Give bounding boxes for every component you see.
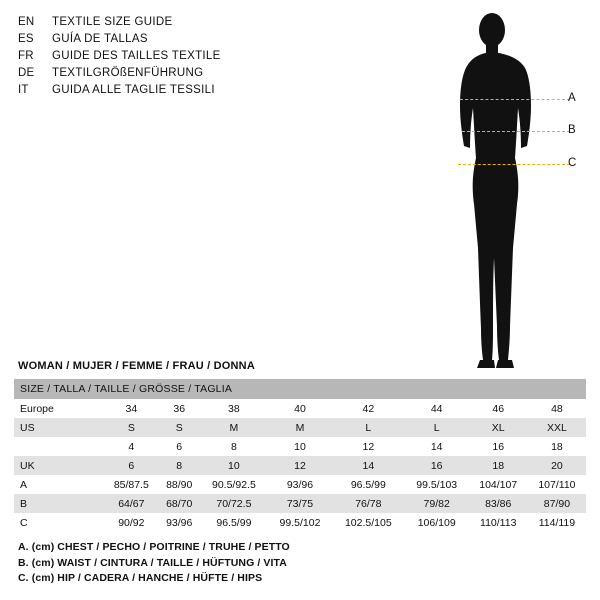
cell: 99.5/102: [268, 513, 332, 532]
cell: 18: [469, 456, 528, 475]
table-row: [14, 513, 586, 532]
title-text-es: GUÍA DE TALLAS: [52, 33, 148, 45]
cell: 10: [200, 456, 268, 475]
measure-line-c: [458, 164, 570, 165]
cell: 76/78: [332, 494, 405, 513]
cell: 73/75: [268, 494, 332, 513]
row-label-us-numeric: [14, 437, 104, 456]
cell: 34: [104, 399, 159, 418]
cell: 4: [104, 437, 159, 456]
row-label-us: US: [14, 418, 104, 437]
cell: 14: [405, 437, 469, 456]
table-row: [14, 456, 586, 475]
table-row: [14, 418, 586, 437]
cell: 96.5/99: [332, 475, 405, 494]
language-code-fr: FR: [18, 50, 34, 62]
cell: M: [268, 418, 332, 437]
cell: 104/107: [469, 475, 528, 494]
cell: 20: [528, 456, 586, 475]
cell: 8: [159, 456, 200, 475]
measure-label-a: A: [568, 92, 576, 104]
cell: 93/96: [268, 475, 332, 494]
title-text-en: TEXTILE SIZE GUIDE: [52, 16, 173, 28]
measure-line-b: [462, 131, 570, 132]
row-label-b: B: [14, 494, 104, 513]
table-row: [14, 437, 586, 456]
cell: 38: [200, 399, 268, 418]
row-label-a: A: [14, 475, 104, 494]
language-code-en: EN: [18, 16, 35, 28]
cell: 36: [159, 399, 200, 418]
legend-item-a: A. (cm) CHEST / PECHO / POITRINE / TRUHE / PETTO: [18, 541, 290, 553]
cell: S: [104, 418, 159, 437]
table-header-label: SIZE / TALLA / TAILLE / GRÖSSE / TAGLIA: [14, 379, 586, 399]
female-silhouette-figure: [430, 8, 580, 373]
cell: 16: [405, 456, 469, 475]
legend-item-c: C. (cm) HIP / CADERA / HANCHE / HÜFTE / HIPS: [18, 572, 263, 584]
title-text-it: GUIDA ALLE TAGLIE TESSILI: [52, 84, 215, 96]
legend-item-b: B. (cm) WAIST / CINTURA / TAILLE / HÜFTUNG / VITA: [18, 556, 287, 569]
cell: 107/110: [528, 475, 586, 494]
cell: 110/113: [469, 513, 528, 532]
group-title-woman: WOMAN / MUJER / FEMME / FRAU / DONNA: [18, 360, 255, 372]
table-row: [14, 494, 586, 513]
table-header-row: [14, 379, 586, 399]
size-table: [14, 379, 586, 532]
measurement-legend: [18, 540, 578, 587]
cell: 14: [332, 456, 405, 475]
row-label-europe: Europe: [14, 399, 104, 418]
cell: 106/109: [405, 513, 469, 532]
cell: 10: [268, 437, 332, 456]
cell: L: [405, 418, 469, 437]
cell: 18: [528, 437, 586, 456]
cell: XXL: [528, 418, 586, 437]
cell: 12: [332, 437, 405, 456]
title-block: [18, 14, 348, 99]
cell: 93/96: [159, 513, 200, 532]
cell: 70/72.5: [200, 494, 268, 513]
table-row: [14, 475, 586, 494]
title-row-de: [18, 65, 348, 82]
cell: 90/92: [104, 513, 159, 532]
cell: 85/87.5: [104, 475, 159, 494]
table-row: [14, 399, 586, 418]
language-code-de: DE: [18, 67, 35, 79]
cell: 6: [159, 437, 200, 456]
row-label-c: C: [14, 513, 104, 532]
title-row-it: [18, 82, 348, 99]
cell: 48: [528, 399, 586, 418]
title-text-de: TEXTILGRÖßENFÜHRUNG: [52, 67, 204, 79]
language-code-it: IT: [18, 84, 29, 96]
cell: 114/119: [528, 513, 586, 532]
row-label-uk: UK: [14, 456, 104, 475]
cell: 96.5/99: [200, 513, 268, 532]
language-code-es: ES: [18, 33, 34, 45]
cell: 8: [200, 437, 268, 456]
cell: 42: [332, 399, 405, 418]
title-row-en: [18, 14, 348, 31]
measure-label-c: C: [568, 157, 577, 169]
cell: 83/86: [469, 494, 528, 513]
cell: 40: [268, 399, 332, 418]
cell: 68/70: [159, 494, 200, 513]
cell: 79/82: [405, 494, 469, 513]
cell: 90.5/92.5: [200, 475, 268, 494]
cell: 64/67: [104, 494, 159, 513]
measure-line-a: [460, 99, 570, 100]
cell: S: [159, 418, 200, 437]
cell: M: [200, 418, 268, 437]
cell: 102.5/105: [332, 513, 405, 532]
body-silhouette-icon: [430, 8, 580, 373]
title-row-fr: [18, 48, 348, 65]
measure-label-b: B: [568, 124, 576, 136]
cell: 99.5/103: [405, 475, 469, 494]
cell: XL: [469, 418, 528, 437]
cell: L: [332, 418, 405, 437]
cell: 44: [405, 399, 469, 418]
cell: 16: [469, 437, 528, 456]
cell: 87/90: [528, 494, 586, 513]
title-row-es: [18, 31, 348, 48]
title-text-fr: GUIDE DES TAILLES TEXTILE: [52, 50, 221, 62]
cell: 12: [268, 456, 332, 475]
cell: 46: [469, 399, 528, 418]
cell: 88/90: [159, 475, 200, 494]
cell: 6: [104, 456, 159, 475]
